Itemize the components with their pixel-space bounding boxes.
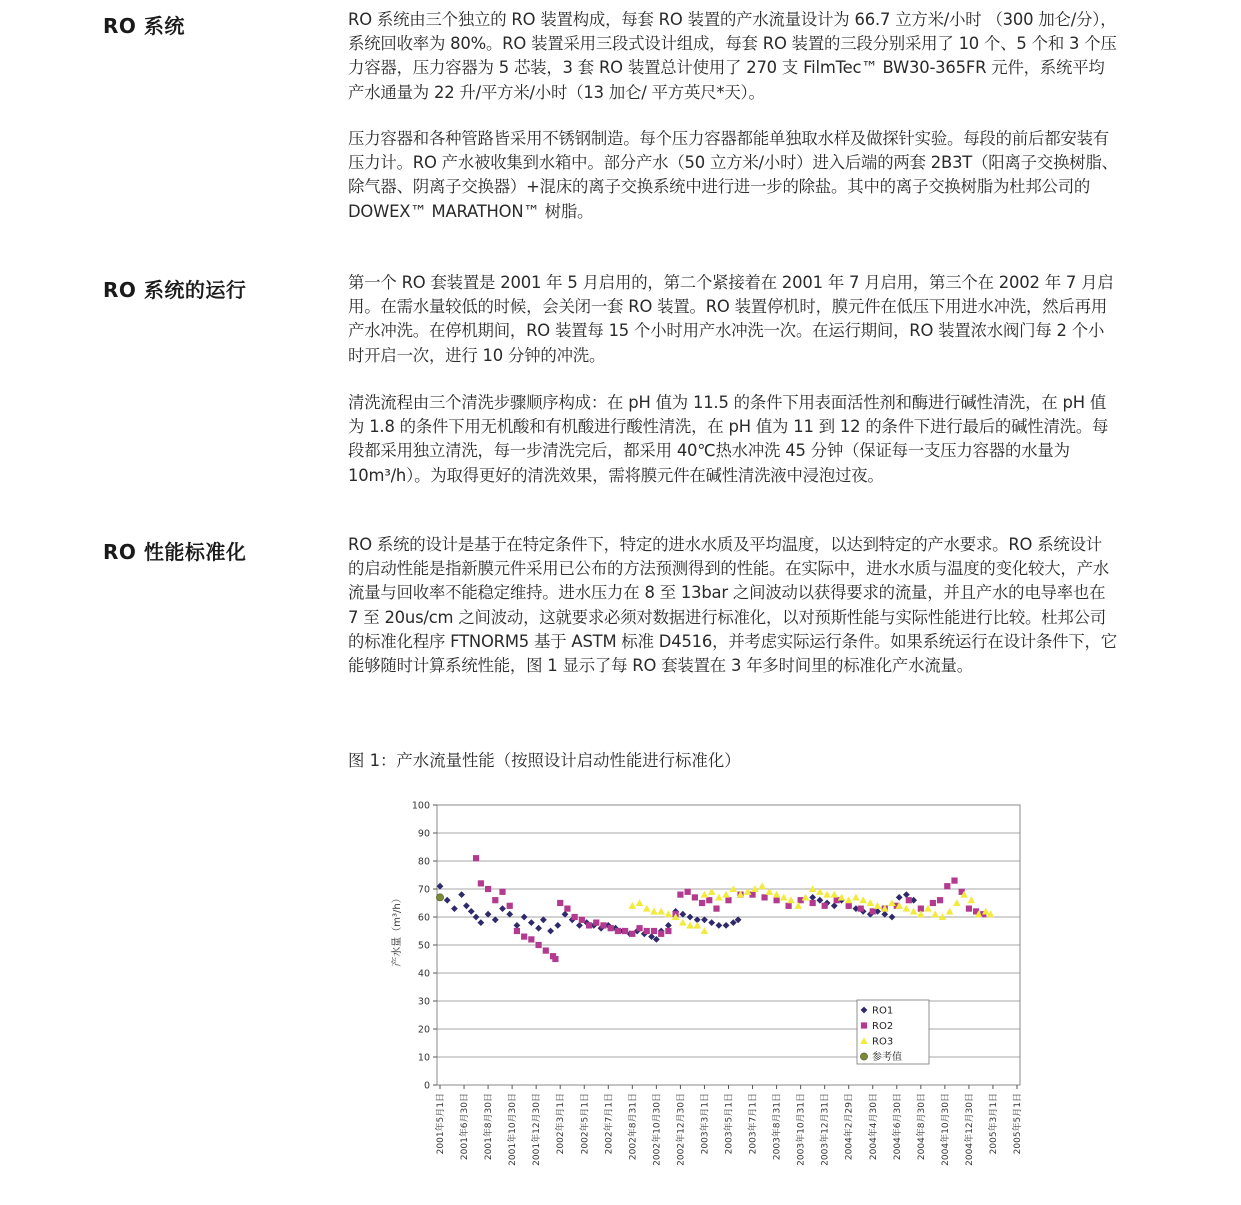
y-tick-label: 30 bbox=[417, 996, 430, 1008]
x-tick-label: 2001年6月30日 bbox=[460, 1093, 471, 1161]
x-tick-label: 2003年10月31日 bbox=[796, 1093, 807, 1166]
data-point-ro2 bbox=[858, 906, 864, 912]
y-tick-label: 0 bbox=[423, 1080, 430, 1092]
data-point-ro2 bbox=[521, 934, 527, 940]
data-point-ro2 bbox=[543, 948, 549, 954]
data-point-ro2 bbox=[692, 894, 698, 900]
x-tick-label: 2002年3月1日 bbox=[556, 1093, 567, 1155]
data-point-ro2 bbox=[966, 906, 972, 912]
data-point-ro2 bbox=[564, 906, 570, 912]
figure-caption: 图 1：产水流量性能（按照设计启动性能进行标准化） bbox=[348, 751, 741, 770]
data-point-ro2 bbox=[600, 922, 606, 928]
data-point-ro2 bbox=[514, 928, 520, 934]
x-tick-label: 2005年3月1日 bbox=[988, 1093, 999, 1155]
data-point-ro2 bbox=[636, 925, 642, 931]
data-point-ro2 bbox=[586, 922, 592, 928]
flow-performance-chart bbox=[380, 790, 1040, 1195]
data-point-ro2 bbox=[706, 897, 712, 903]
section-heading-ro-system: RO 系统 bbox=[103, 14, 185, 38]
x-tick-label: 2004年6月30日 bbox=[892, 1093, 903, 1161]
legend-marker bbox=[860, 1053, 867, 1060]
x-tick-label: 2004年2月29日 bbox=[844, 1093, 855, 1161]
data-point-ro2 bbox=[629, 931, 635, 937]
data-point-ro2 bbox=[944, 883, 950, 889]
data-point-ro2 bbox=[810, 900, 816, 906]
y-tick-label: 40 bbox=[417, 968, 430, 980]
data-point-ro2 bbox=[951, 878, 957, 884]
y-tick-label: 60 bbox=[417, 912, 430, 924]
x-tick-label: 2002年5月1日 bbox=[580, 1093, 591, 1155]
legend-label: RO3 bbox=[872, 1036, 894, 1048]
data-point-ro2 bbox=[658, 931, 664, 937]
x-tick-label: 2004年8月30日 bbox=[916, 1093, 927, 1161]
legend-label: RO2 bbox=[872, 1021, 894, 1032]
section-heading-ro-operation: RO 系统的运行 bbox=[103, 278, 247, 302]
data-point-ro2 bbox=[528, 936, 534, 942]
x-tick-label: 2004年4月30日 bbox=[868, 1093, 879, 1161]
data-point-ro2 bbox=[773, 897, 779, 903]
data-point-ro2 bbox=[822, 903, 828, 909]
x-tick-label: 2001年12月30日 bbox=[532, 1093, 543, 1166]
data-point-ro2 bbox=[485, 886, 491, 892]
x-tick-label: 2002年7月1日 bbox=[604, 1093, 615, 1155]
x-tick-label: 2004年10月30日 bbox=[940, 1093, 951, 1166]
paragraph-ro-system-1: RO 系统由三个独立的 RO 装置构成，每套 RO 装置的产水流量设计为 66.7 立方米/小时 （300 加仑/分），系统回收率为 80%。RO 装置采用三段式设计组成，每套 RO 装置的三段分别采用了 10 个、5 个和 3 个压力容器，压力容器为 5 芯装，3 套 RO 装置总计使用了 270 支 FilmTec™ BW30-365FR 元件，系统平均产水通量为 22 升/平方米/小时（13 加仑/ 平方英尺*天）。 bbox=[348, 10, 1117, 102]
legend-marker bbox=[861, 1022, 867, 1028]
x-tick-label: 2004年12月30日 bbox=[964, 1093, 975, 1166]
data-point-ro2 bbox=[846, 903, 852, 909]
data-point-ro2 bbox=[713, 906, 719, 912]
data-point-ro2 bbox=[665, 928, 671, 934]
x-tick-label: 2005年5月1日 bbox=[1013, 1093, 1023, 1155]
x-tick-label: 2002年8月31日 bbox=[628, 1093, 639, 1161]
x-tick-label: 2001年5月1日 bbox=[436, 1093, 446, 1155]
data-point-ro2 bbox=[699, 900, 705, 906]
x-tick-label: 2003年5月1日 bbox=[724, 1093, 735, 1155]
x-tick-label: 2002年12月30日 bbox=[676, 1093, 687, 1166]
data-point-ro2 bbox=[761, 894, 767, 900]
data-point-ro2 bbox=[906, 897, 912, 903]
paragraph-ro-operation-2: 清洗流程由三个清洗步骤顺序构成：在 pH 值为 11.5 的条件下用表面活性剂和酶进行碱性清洗，在 pH 值为 1.8 的条件下用无机酸和有机酸进行酸性清洗，在 pH 值为 11 到 12 的条件下进行最后的碱性清洗。每段都采用独立清洗，每一步清洗完后，都采用 40℃热水冲洗 45 分钟（保证每一支压力容器的水量为 10m³/h）。为取得更好的清洗效果，需将膜元件在碱性清洗液中浸泡过夜。 bbox=[348, 393, 1109, 485]
data-point-ro2 bbox=[473, 855, 479, 861]
data-point-ro2 bbox=[615, 928, 621, 934]
data-point-ro2 bbox=[552, 956, 558, 962]
x-tick-label: 2001年10月30日 bbox=[508, 1093, 519, 1166]
x-tick-label: 2003年7月1日 bbox=[748, 1093, 759, 1155]
data-point-ro2 bbox=[651, 928, 657, 934]
paragraph-ro-normalization-1: RO 系统的设计是基于在特定条件下，特定的进水水质及平均温度，以达到特定的产水要求。RO 系统设计的启动性能是指新膜元件采用已公布的方法预测得到的性能。在实际中，进水水质与温度的变化较大，产水流量与回收率不能稳定维持。进水压力在 8 至 13bar 之间波动以获得要求的流量，并且产水的电导率也在 7 至 20us/cm 之间波动，这就要求必须对数据进行标准化，以对预斯性能与实际性能进行比较。杜邦公司的标准化程序 FTNORM5 基于 ASTM 标准 D4516，并考虑实际运行条件。如果系统运行在设计条件下，它能够随时计算系统性能，图 1 显示了每 RO 套装置在 3 年多时间里的标准化产水流量。 bbox=[348, 535, 1117, 676]
data-point-ref bbox=[436, 894, 443, 901]
data-point-ro2 bbox=[786, 903, 792, 909]
data-point-ro2 bbox=[937, 897, 943, 903]
data-point-ro2 bbox=[535, 942, 541, 948]
data-point-ro2 bbox=[685, 889, 691, 895]
x-tick-label: 2003年8月31日 bbox=[772, 1093, 783, 1161]
data-point-ro2 bbox=[930, 900, 936, 906]
data-point-ro2 bbox=[593, 920, 599, 926]
data-point-ro2 bbox=[557, 900, 563, 906]
data-point-ro2 bbox=[644, 928, 650, 934]
data-point-ro2 bbox=[572, 914, 578, 920]
x-tick-label: 2003年12月31日 bbox=[820, 1093, 831, 1166]
data-point-ro2 bbox=[478, 880, 484, 886]
data-point-ro2 bbox=[677, 892, 683, 898]
data-point-ro2 bbox=[492, 897, 498, 903]
paragraph-ro-system-2: 压力容器和各种管路皆采用不锈钢制造。每个压力容器都能单独取水样及做探针实验。每段的前后都安装有压力计。RO 产水被收集到水箱中。部分产水（50 立方米/小时）进入后端的两套 2B3T（阳离子交换树脂、除气器、阴离子交换器）+混床的离子交换系统中进行进一步的除盐。其中的离子交换树脂为杜邦公司的 DOWEX™ MARATHON™ 树脂。 bbox=[348, 129, 1118, 221]
y-axis-label: 产水量（m³/h） bbox=[392, 893, 403, 967]
data-point-ro2 bbox=[725, 897, 731, 903]
x-tick-label: 2003年3月1日 bbox=[700, 1093, 711, 1155]
y-tick-label: 100 bbox=[411, 800, 430, 812]
y-tick-label: 20 bbox=[417, 1024, 430, 1036]
y-tick-label: 90 bbox=[417, 828, 430, 840]
y-tick-label: 50 bbox=[417, 940, 430, 952]
x-tick-label: 2001年8月30日 bbox=[484, 1093, 495, 1161]
data-point-ro2 bbox=[499, 889, 505, 895]
section-heading-ro-normalization: RO 性能标准化 bbox=[103, 540, 247, 564]
data-point-ro2 bbox=[608, 925, 614, 931]
legend-label: RO1 bbox=[872, 1005, 894, 1017]
y-tick-label: 80 bbox=[417, 856, 430, 868]
data-point-ro2 bbox=[622, 928, 628, 934]
y-tick-label: 70 bbox=[417, 884, 430, 896]
data-point-ro2 bbox=[870, 908, 876, 914]
x-tick-label: 2002年10月30日 bbox=[652, 1093, 663, 1166]
legend-label: 参考值 bbox=[872, 1052, 902, 1063]
paragraph-ro-operation-1: 第一个 RO 套装置是 2001 年 5 月启用的，第二个紧接着在 2001 年 7 月启用，第三个在 2002 年 7 月启用。在需水量较低的时候，会关闭一套 RO 装置。RO 装置停机时，膜元件在低压下用进水冲洗，然后再用产水冲洗。在停机期间，RO 装置每 15 个小时用产水冲洗一次。在运行期间，RO 装置浓水阀门每 2 个小时开启一次，进行 10 分钟的冲洗。 bbox=[348, 273, 1114, 365]
y-tick-label: 10 bbox=[417, 1052, 430, 1064]
data-point-ro2 bbox=[507, 903, 513, 909]
data-point-ro2 bbox=[579, 917, 585, 923]
